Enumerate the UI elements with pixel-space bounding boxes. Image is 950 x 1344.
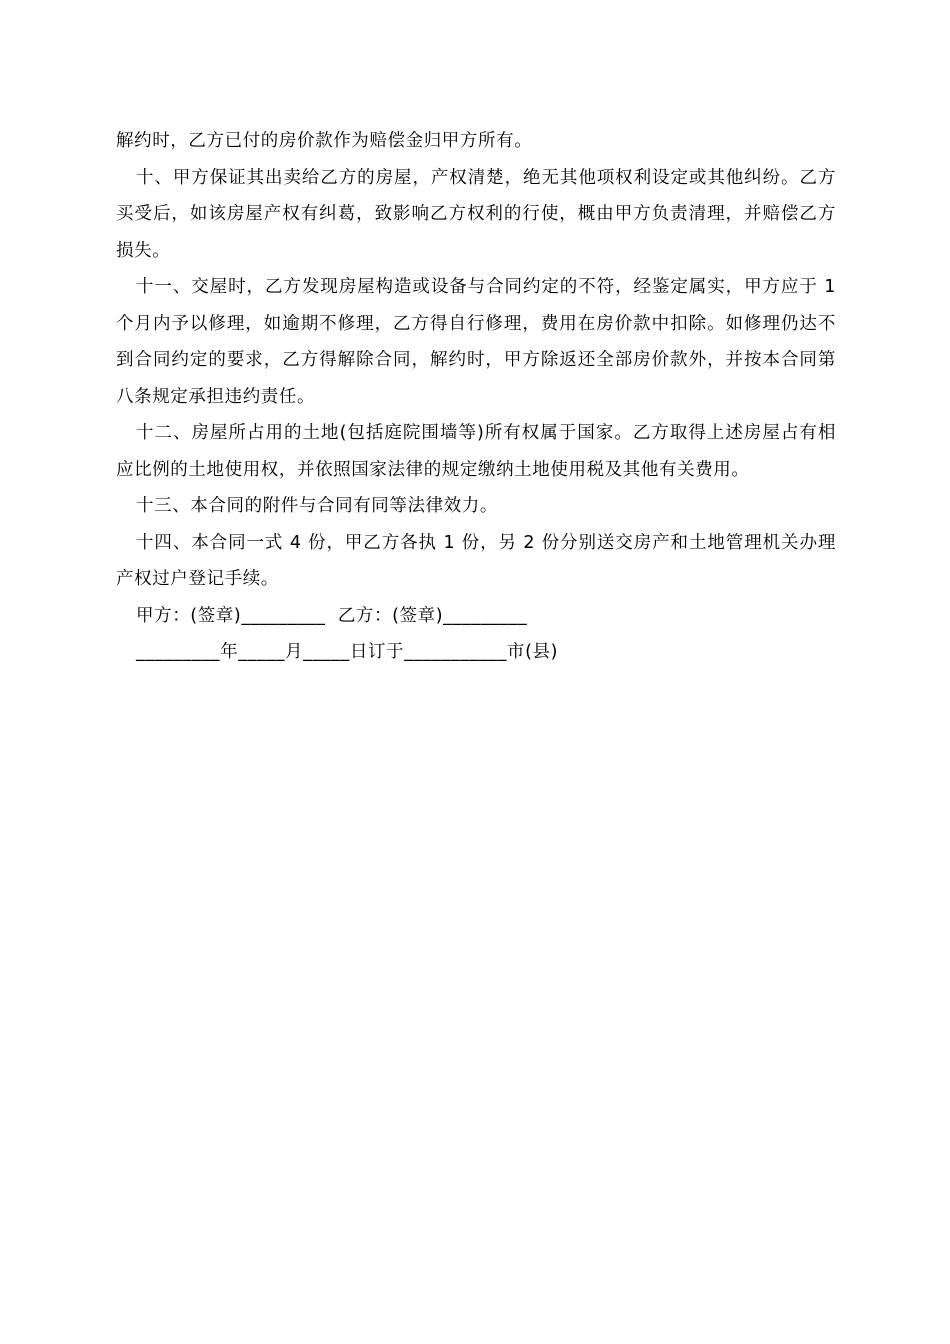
paragraph-continuation: 解约时，乙方已付的房价款作为赔偿金归甲方所有。 xyxy=(116,131,533,151)
signature-line: 甲方：(签章)_________ 乙方：(签章)_________ xyxy=(136,605,528,626)
date-place-line: _________年_____月_____日订于___________市(县) xyxy=(136,642,559,662)
clause-11: 十一、交屋时，乙方发现房屋构造或设备与合同约定的不符，经鉴定属实，甲方应于 1 个月内予以修理，如逾期不修理，乙方得自行修理，费用在房价款中扣除。如修理仍达不到合同约定的要求，乙方得解除合同，解约时，甲方除返还全部房价款外，并按本合同第八条规定承担违约责任。 xyxy=(116,277,843,407)
clause-14: 十四、本合同一式 4 份，甲乙方各执 1 份，另 2 份分别送交房产和土地管理机关办理产权过户登记手续。 xyxy=(116,532,836,589)
document-body xyxy=(116,123,843,671)
clause-10: 十、甲方保证其出卖给乙方的房屋，产权清楚，绝无其他项权利设定或其他纠纷。乙方买受后，如该房屋产权有纠葛，致影响乙方权利的行使，概由甲方负责清理，并赔偿乙方损失。 xyxy=(116,167,836,261)
clause-12: 十二、房屋所占用的土地(包括庭院围墙等)所有权属于国家。乙方取得上述房屋占有相应比例的土地使用权，并依照国家法律的规定缴纳土地使用税及其他有关费用。 xyxy=(116,423,836,480)
clause-13: 十三、本合同的附件与合同有同等法律效力。 xyxy=(136,496,498,516)
